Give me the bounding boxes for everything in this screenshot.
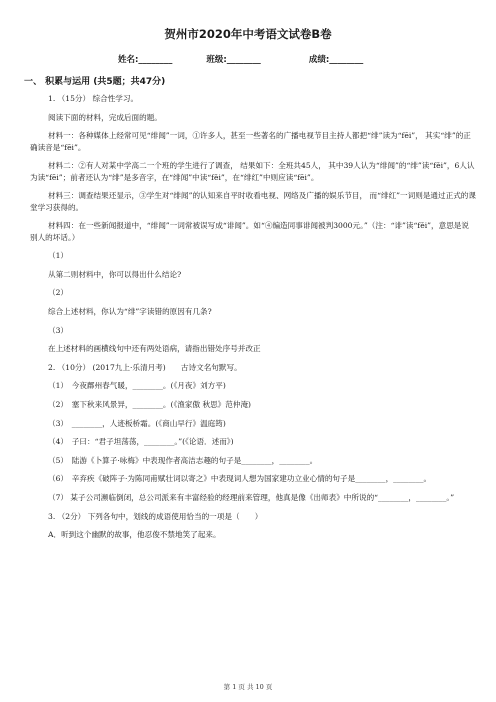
score-field-label: 成绩:________ [308, 55, 364, 65]
material-2: 材料二：②有人对某中学高二一个班的学生进行了调查， 结果如下：全班共45人， 其中39人认为“绯闻”的“绯”读“fěi”，6人认为读“fēi”；前者还认为“绯”是多音字，在“绯闻”中读“fěi”，在“绯红”中则应读“fēi”。 [30, 161, 475, 182]
poem-item: （7） 某子公司濒临倒闭，总公司派来有丰富经验的经理前来管理，他真是像《出师表》中所说的“________，________。” [48, 492, 455, 502]
material-1: 材料一：各种媒体上经常可见“绯闻”一词，①许多人，甚至一些著名的广播电视节目主持人都把“绯”读为“fēi”， 其实“绯”的正确读音是“fēi”。 [30, 131, 471, 152]
sub-question-2-number: （2） [48, 288, 69, 298]
sub-question-1-text: 从第二则材料中，你可以得出什么结论? [48, 269, 182, 279]
material-4: 材料四：在一些新闻报道中，“绯闻”一词常被误写成“诽闻”。如“④编造同事诽闻被判3000元。”（注：“诽”读“fěi”，意思是说别人的坏话。） [30, 221, 469, 242]
poem-item: （3） ________，人迹板桥霜。(《商山早行》温庭筠) [48, 418, 226, 428]
sub-question-1-number: （1） [48, 251, 69, 261]
section-heading: 一、 积累与运用 (共5题；共47分) [24, 77, 166, 87]
poem-item: （4） 子曰：“君子坦荡荡，________。”(《论语．述而》) [48, 437, 234, 447]
class-field-label: 班级:________ [206, 55, 261, 65]
sub-question-2-text: 综合上述材料，你认为“绯”字读错的原因有几条? [48, 306, 212, 316]
poem-item: （5） 陆游《卜算子·咏梅》中表现作者高洁志趣的句子是________，________。 [48, 455, 318, 465]
question-body [30, 93, 476, 548]
sub-question-3-text: 在上述材料的画横线句中还有两处语病，请指出错处序号并改正 [48, 344, 261, 354]
option-a: A．听到这个幽默的故事，他忍俊不禁地笑了起来。 [48, 530, 221, 540]
page-title: 贺州市2020年中考语文试卷B卷 [164, 27, 332, 41]
poem-item: （6） 辛弃疾《破阵子·为陈同甫赋壮词以寄之》中表现词人想为国家建功立业心情的句子是________，________。 [48, 474, 432, 484]
poem-item: （1） 今夜鄜州春气暖，________。(《月夜》刘方平) [48, 381, 226, 391]
material-3: 材料三：调查结果还显示，③学生对“绯闻”的认知来自平时收看电视、网络及广播的娱乐节目， 而“绯红”一词则是通过正式的课堂学习获得的。 [30, 191, 476, 212]
name-field-label: 姓名:________ [118, 55, 173, 65]
poem-item: （2） 塞下秋来风景异，________。(《渔家傲 秋思》范仲淹) [48, 399, 252, 409]
question-2-stem: 2. （10分） (2017九上·乐清月考) 古诗文名句默写。 [48, 362, 242, 372]
student-info-line [118, 53, 363, 65]
sub-question-3-number: （3） [48, 325, 69, 335]
page-footer: 第 1 页 共 10 页 [223, 683, 273, 691]
question-3-stem: 3. （2分） 下列各句中，划线的成语使用恰当的一项是（ ） [48, 511, 263, 521]
question-1-stem: 1. （15分） 综合性学习。 [48, 94, 139, 103]
question-1-intro: 阅读下面的材料，完成后面的题。 [48, 112, 162, 122]
